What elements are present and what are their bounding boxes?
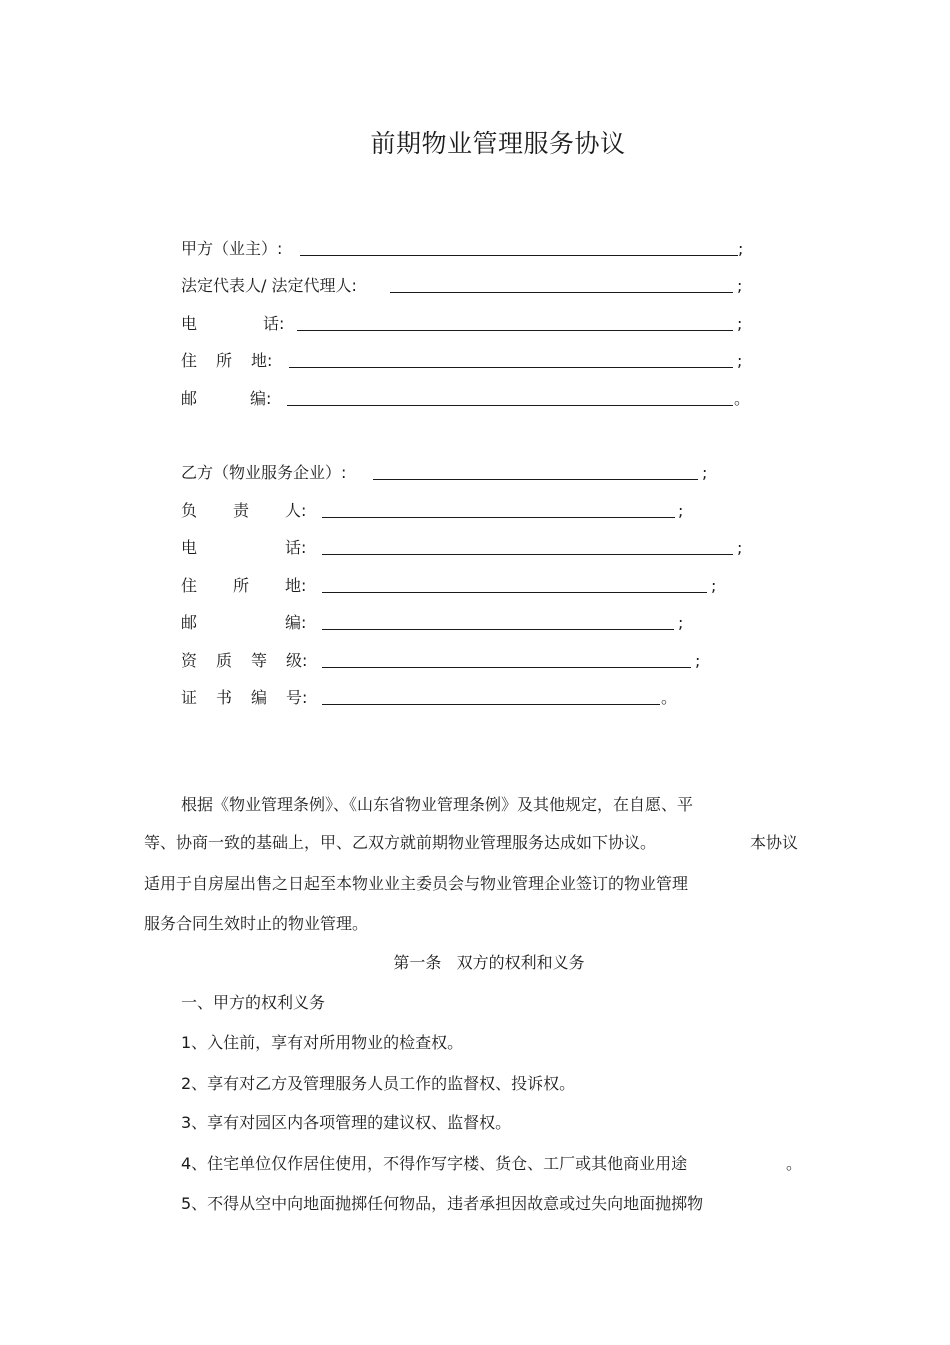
party-b-cert-label: 证 书 编 号: <box>181 688 308 707</box>
party-a-postcode-label: 邮 编: <box>181 389 272 408</box>
party-b-person-blank[interactable] <box>322 517 675 518</box>
party-b-phone-label: 电 话: <box>181 538 307 557</box>
period: 。 <box>734 389 751 408</box>
semicolon: ; <box>678 613 684 632</box>
party-a-phone-blank[interactable] <box>297 330 733 331</box>
party-b-cert-blank[interactable] <box>322 704 660 705</box>
party-b-grade-blank[interactable] <box>322 667 691 668</box>
list-item: 4、住宅单位仅作居住使用，不得作写字楼、货仓、工厂或其他商业用途 <box>181 1154 688 1173</box>
intro-line-1: 根据《物业管理条例》、《山东省物业管理条例》及其他规定，在自愿、平 <box>181 795 694 814</box>
list-item: 3、享有对园区内各项管理的建议权、监督权。 <box>181 1113 512 1132</box>
semicolon: ; <box>702 463 708 482</box>
party-a-address-blank[interactable] <box>289 367 733 368</box>
list-item-tail: 。 <box>786 1154 803 1173</box>
section-1-heading: 一、甲方的权利义务 <box>181 993 326 1012</box>
article-1-title: 第一条 双方的权利和义务 <box>393 953 585 972</box>
party-b-postcode-blank[interactable] <box>322 629 674 630</box>
semicolon: ; <box>737 538 743 557</box>
party-a-phone-label: 电 话: <box>181 314 285 333</box>
semicolon: ; <box>737 314 743 333</box>
party-b-name-blank[interactable] <box>373 479 698 480</box>
party-a-representative-blank[interactable] <box>390 292 733 293</box>
period: 。 <box>661 688 678 707</box>
party-a-representative-label: 法定代表人/ 法定代理人: <box>181 276 357 295</box>
list-item: 5、不得从空中向地面抛掷任何物品，违者承担因故意或过失向地面抛掷物 <box>181 1194 704 1213</box>
party-b-address-blank[interactable] <box>322 592 707 593</box>
semicolon: ; <box>678 501 684 520</box>
document-title: 前期物业管理服务协议 <box>370 129 626 158</box>
semicolon: ; <box>738 239 744 258</box>
intro-line-4: 服务合同生效时止的物业管理。 <box>144 914 369 933</box>
intro-line-2-tail: 本协议 <box>750 833 799 852</box>
intro-line-3: 适用于自房屋出售之日起至本物业业主委员会与物业管理企业签订的物业管理 <box>144 874 689 893</box>
party-b-postcode-label: 邮 编: <box>181 613 307 632</box>
list-item: 1、入住前，享有对所用物业的检查权。 <box>181 1033 464 1052</box>
party-a-name-blank[interactable] <box>300 255 738 256</box>
party-a-postcode-blank[interactable] <box>287 405 733 406</box>
list-item: 2、享有对乙方及管理服务人员工作的监督权、投诉权。 <box>181 1074 576 1093</box>
semicolon: ; <box>711 576 717 595</box>
semicolon: ; <box>737 351 743 370</box>
party-b-grade-label: 资 质 等 级: <box>181 651 308 670</box>
party-a-address-label: 住 所 地: <box>181 351 273 370</box>
party-b-phone-blank[interactable] <box>322 554 733 555</box>
party-a-name-label: 甲方（业主）: <box>181 239 283 258</box>
party-b-address-label: 住 所 地: <box>181 576 307 595</box>
intro-line-2: 等、协商一致的基础上，甲、乙双方就前期物业管理服务达成如下协议。 <box>144 833 657 852</box>
party-b-name-label: 乙方（物业服务企业）: <box>181 463 347 482</box>
semicolon: ; <box>737 276 743 295</box>
semicolon: ; <box>695 651 701 670</box>
party-b-person-label: 负 责 人: <box>181 501 307 520</box>
